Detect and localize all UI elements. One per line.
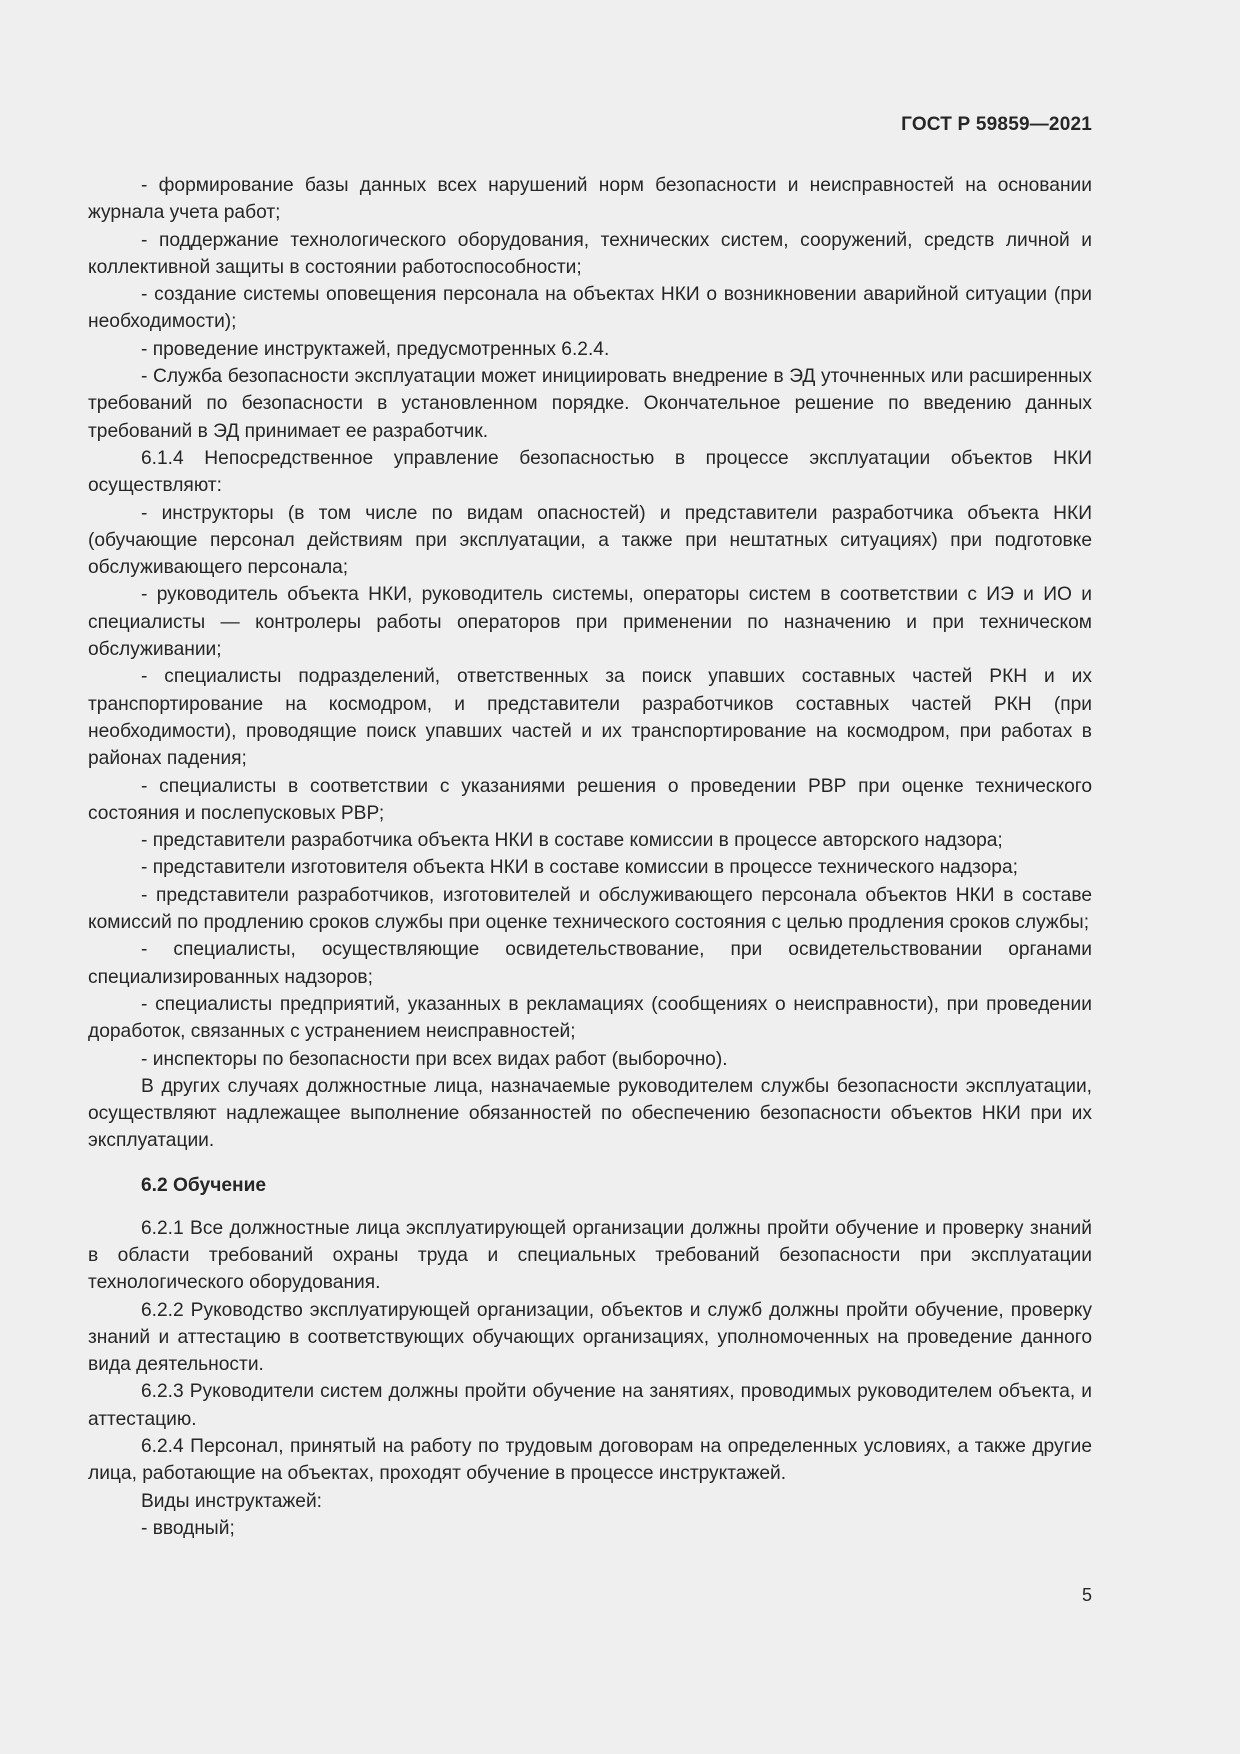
document-code-header: ГОСТ Р 59859—2021 bbox=[901, 114, 1092, 135]
paragraph: - вводный; bbox=[141, 1517, 235, 1539]
paragraph: - формирование базы данных всех нарушений норм безопасности и неисправностей на основании журнала учета работ; bbox=[88, 175, 1092, 224]
paragraph: 6.2.2 Руководство эксплуатирующей организации, объектов и служб должны пройти обучение, проверку знаний и аттестацию в соответствующих обучающих организациях, уполномоченных на проведение данного вида деятельности. bbox=[88, 1299, 1092, 1376]
section-title: 6.2 Обучение bbox=[141, 1174, 267, 1196]
paragraph: - создание системы оповещения персонала на объектах НКИ о возникновении аварийной ситуации (при необходимости); bbox=[88, 284, 1092, 333]
paragraph: - специалисты подразделений, ответственных за поиск упавших составных частей РКН и их транспортирование на космодром, и представители разработчиков составных частей РКН (при необходимости), проводящие поиск упавших частей и их транспортирование на космодром, при работах в районах падения; bbox=[88, 666, 1092, 770]
paragraph: - представители изготовителя объекта НКИ в составе комиссии в процессе технического надзора; bbox=[141, 857, 1018, 879]
paragraph: - инструкторы (в том числе по видам опасностей) и представители разработчика объекта НКИ (обучающие персонал действиям при эксплуатации, а также при нештатных ситуациях) при подготовке обслуживающего персонала; bbox=[88, 502, 1092, 579]
page-number: 5 bbox=[1081, 1585, 1092, 1605]
paragraph: В других случаях должностные лица, назначаемые руководителем службы безопасности эксплуатации, осуществляют надлежащее выполнение обязанностей по обеспечению безопасности объектов НКИ при их эксплуатации. bbox=[88, 1075, 1092, 1152]
paragraph: Виды инструктажей: bbox=[141, 1490, 322, 1512]
paragraph: - инспекторы по безопасности при всех видах работ (выборочно). bbox=[141, 1048, 728, 1070]
document-body bbox=[88, 172, 1092, 1542]
paragraph: 6.2.1 Все должностные лица эксплуатирующей организации должны пройти обучение и проверку знаний в области требований охраны труда и специальных требований безопасности при эксплуатации технологического оборудования. bbox=[88, 1217, 1092, 1294]
paragraph: - специалисты предприятий, указанных в рекламациях (сообщениях о неисправности), при проведении доработок, связанных с устранением неисправностей; bbox=[88, 993, 1092, 1043]
paragraph: - поддержание технологического оборудования, технических систем, сооружений, средств личной и коллективной защиты в состоянии работоспособности; bbox=[88, 229, 1092, 278]
paragraph: - проведение инструктажей, предусмотренных 6.2.4. bbox=[141, 338, 610, 360]
paragraph: 6.1.4 Непосредственное управление безопасностью в процессе эксплуатации объектов НКИ осуществляют: bbox=[88, 447, 1092, 497]
paragraph: - представители разработчиков, изготовителей и обслуживающего персонала объектов НКИ в составе комиссий по продлению сроков службы при оценке технического состояния с целью продления сроков службы; bbox=[88, 884, 1092, 934]
paragraph: - Служба безопасности эксплуатации может инициировать внедрение в ЭД уточненных или расширенных требований по безопасности в установленном порядке. Окончательное решение по введению данных требований в ЭД принимает ее разработчик. bbox=[88, 366, 1092, 442]
paragraph: - представители разработчика объекта НКИ в составе комиссии в процессе авторского надзора; bbox=[141, 830, 1003, 852]
paragraph: - руководитель объекта НКИ, руководитель системы, операторы систем в соответствии с ИЭ и ИО и специалисты — контролеры работы операторов при применении по назначению и при техническом обслуживании; bbox=[88, 584, 1092, 661]
paragraph: - специалисты в соответствии с указаниями решения о проведении РВР при оценке технического состояния и послепусковых РВР; bbox=[88, 775, 1092, 824]
paragraph: - специалисты, осуществляющие освидетельствование, при освидетельствовании органами специализированных надзоров; bbox=[88, 939, 1092, 988]
paragraph: 6.2.4 Персонал, принятый на работу по трудовым договорам на определенных условиях, а также другие лица, работающие на объектах, проходят обучение в процессе инструктажей. bbox=[88, 1436, 1092, 1485]
paragraph: 6.2.3 Руководители систем должны пройти обучение на занятиях, проводимых руководителем объекта, и аттестацию. bbox=[88, 1381, 1092, 1430]
